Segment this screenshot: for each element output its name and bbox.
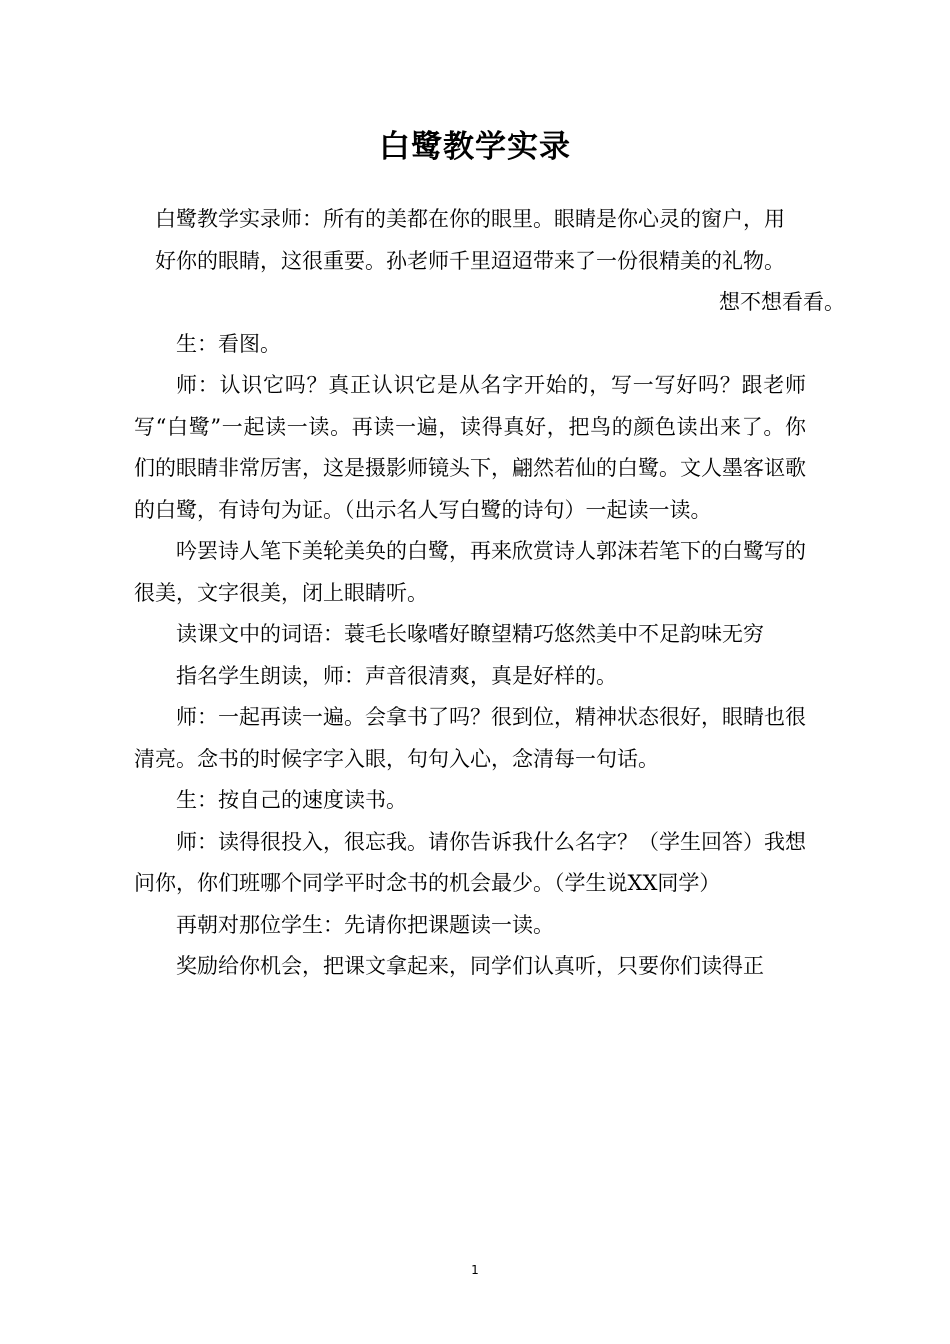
paragraph-1-line-3: 想不想看看。 [719, 290, 845, 314]
paragraph: 吟罢诗人笔下美轮美奂的白鹭，再来欣赏诗人郭沫若笔下的白鹭写的很美，文字很美，闭上眼睛听。 [134, 539, 806, 605]
paragraph-1 [134, 199, 845, 324]
paragraph: 指名学生朗读，师：声音很清爽，真是好样的。 [176, 663, 617, 688]
page-number: 1 [471, 1263, 479, 1277]
paragraph: 再朝对那位学生：先请你把课题读一读。 [176, 912, 554, 937]
paragraph: 师：读得很投入，很忘我。请你告诉我什么名字？（学生回答）我想问你，你们班哪个同学平时念书的机会最少。（学生说XX同学） [134, 829, 806, 895]
paragraph: 师：认识它吗？真正认识它是从名字开始的，写一写好吗？跟老师写“白鹭”一起读一读。再读一遍，读得真好，把鸟的颜色读出来了。你们的眼睛非常厉害，这是摄影师镜头下，翩然若仙的白鹭。文人墨客讴歌的白鹭，有诗句为证。（出示名人写白鹭的诗句）一起读一读。 [134, 373, 806, 522]
document-body [134, 199, 845, 988]
paragraph: 奖励给你机会，把课文拿起来，同学们认真听，只要你们读得正 [176, 954, 764, 978]
paragraph: 师：一起再读一遍。会拿书了吗？很到位，精神状态很好，眼睛也很清亮。念书的时候字字入眼，句句入心，念清每一句话。 [134, 705, 806, 771]
paragraph: 生：按自己的速度读书。 [176, 788, 407, 812]
paragraph: 生：看图。 [176, 331, 281, 356]
paragraph-1-line-1: 白鹭教学实录师：所有的美都在你的眼里。眼睛是你心灵的窗户，用 [155, 207, 785, 231]
document-title: 白鹭教学实录 [379, 129, 571, 165]
paragraph: 读课文中的词语：蓑毛长喙嗜好瞭望精巧悠然美中不足韵味无穷 [176, 622, 764, 646]
paragraph-1-line-2: 好你的眼睛，这很重要。孙老师千里迢迢带来了一份很精美的礼物。 [155, 248, 785, 273]
